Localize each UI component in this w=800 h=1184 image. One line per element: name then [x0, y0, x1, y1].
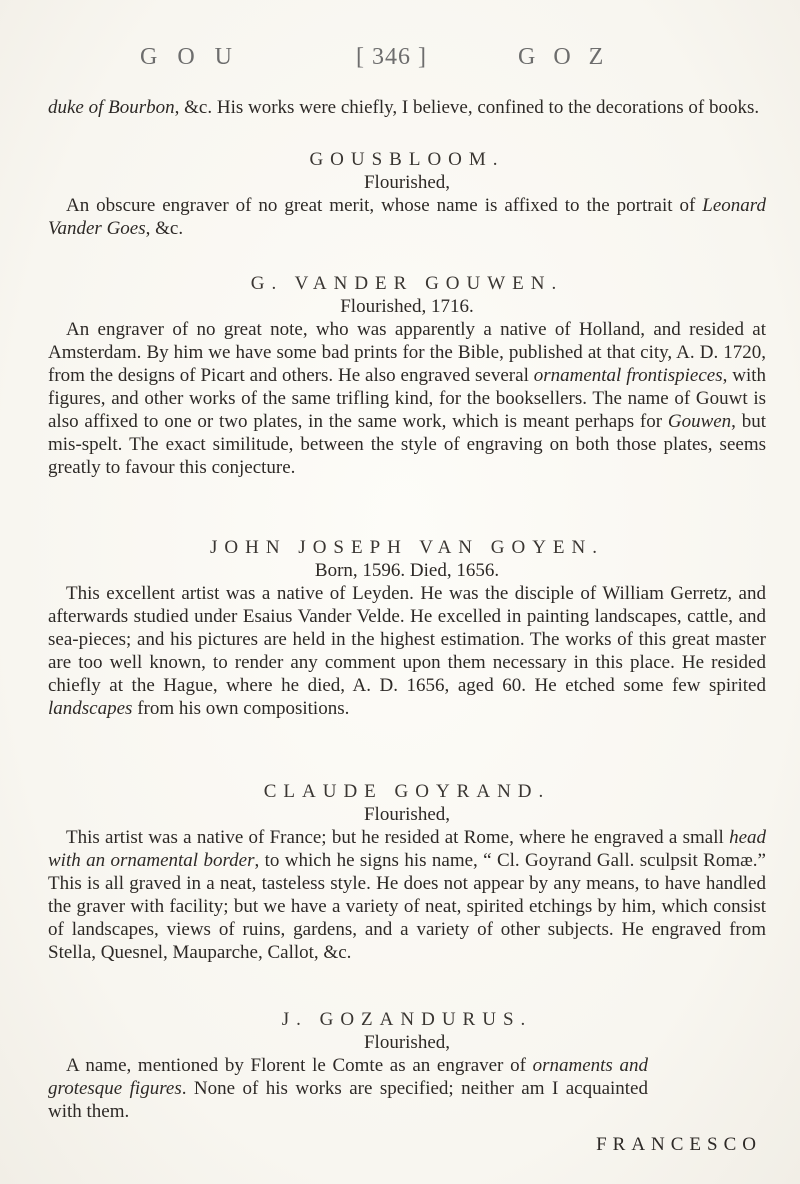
entry-body: A name, mentioned by Florent le Comte as an engraver of ornaments and grotesque figures. None of his works are specified; neither am I acquainted with them. [48, 1055, 648, 1122]
running-head-left: GOU [140, 44, 252, 70]
running-head [0, 40, 800, 80]
entry-heading: J. GOZANDURUS. [281, 1009, 533, 1030]
entry-body: An engraver of no great note, who was apparently a native of Holland, and resided at Amsterdam. By him we have some bad prints for the Bible, published at that city, A. D. 1720, from the designs of Picart and others. He also engraved several ornamental frontispieces, with figures, and other works of the same trifling kind, for the booksellers. The name of Gouwt is also affixed to one or two plates, in the same work, which is meant perhaps for Gouwen, but mis-spelt. The exact similitude, between the style of engraving on both those plates, seems greatly to favour this conjecture. [48, 319, 766, 478]
entry-gozandurus [48, 1008, 766, 1123]
entry-goyrand [48, 780, 766, 964]
entry-body: An obscure engraver of no great merit, whose name is affixed to the portrait of Leonard Vander Goes, &c. [48, 195, 766, 239]
entry-dates: Flourished, [363, 1032, 451, 1053]
intro-italic: duke of Bourbon [48, 97, 175, 118]
entry-heading: CLAUDE GOYRAND. [263, 781, 551, 802]
entry-body: This excellent artist was a native of Leyden. He was the disciple of William Gerretz, and afterwards studied under Esaius Vander Velde. He excelled in painting landscapes, cattle, and sea-pieces; and his pictures are held in the highest estimation. The works of this great master are too well known, to render any comment upon them necessary in this place. He resided chiefly at the Hague, where he died, A. D. 1656, aged 60. He etched some few spirited landscapes from his own compositions. [48, 583, 766, 719]
catchword: FRANCESCO [596, 1134, 762, 1155]
entry-dates: Flourished, [363, 172, 451, 193]
intro-paragraph [48, 96, 766, 119]
entry-van-goyen [48, 536, 766, 720]
entry-heading: G. VANDER GOUWEN. [250, 273, 564, 294]
entry-dates: Born, 1596. Died, 1656. [314, 560, 500, 581]
running-head-right: GOZ [518, 44, 622, 70]
entry-heading: JOHN JOSEPH VAN GOYEN. [210, 537, 604, 558]
entry-gousbloom [48, 148, 766, 240]
entry-body: This artist was a native of France; but he resided at Rome, where he engraved a small head with an ornamental border, to which he signs his name, “ Cl. Goyrand Gall. sculpsit Romæ.” This is all graved in a neat, tasteless style. He does not appear by any means, to have handled the graver with facility; but we have a variety of neat, spirited etchings by him, which consist of landscapes, views of ruins, gardens, and a variety of other subjects. He engraved from Stella, Quesnel, Mauparche, Callot, &c. [48, 827, 766, 963]
intro-text: , &c. His works were chiefly, I believe, confined to the decorations of books. [174, 97, 760, 118]
entry-heading: GOUSBLOOM. [309, 149, 505, 170]
entry-dates: Flourished, 1716. [340, 296, 474, 317]
entry-vander-gouwen [48, 272, 766, 479]
page-number: [ 346 ] [356, 44, 427, 70]
entry-dates: Flourished, [363, 804, 451, 825]
